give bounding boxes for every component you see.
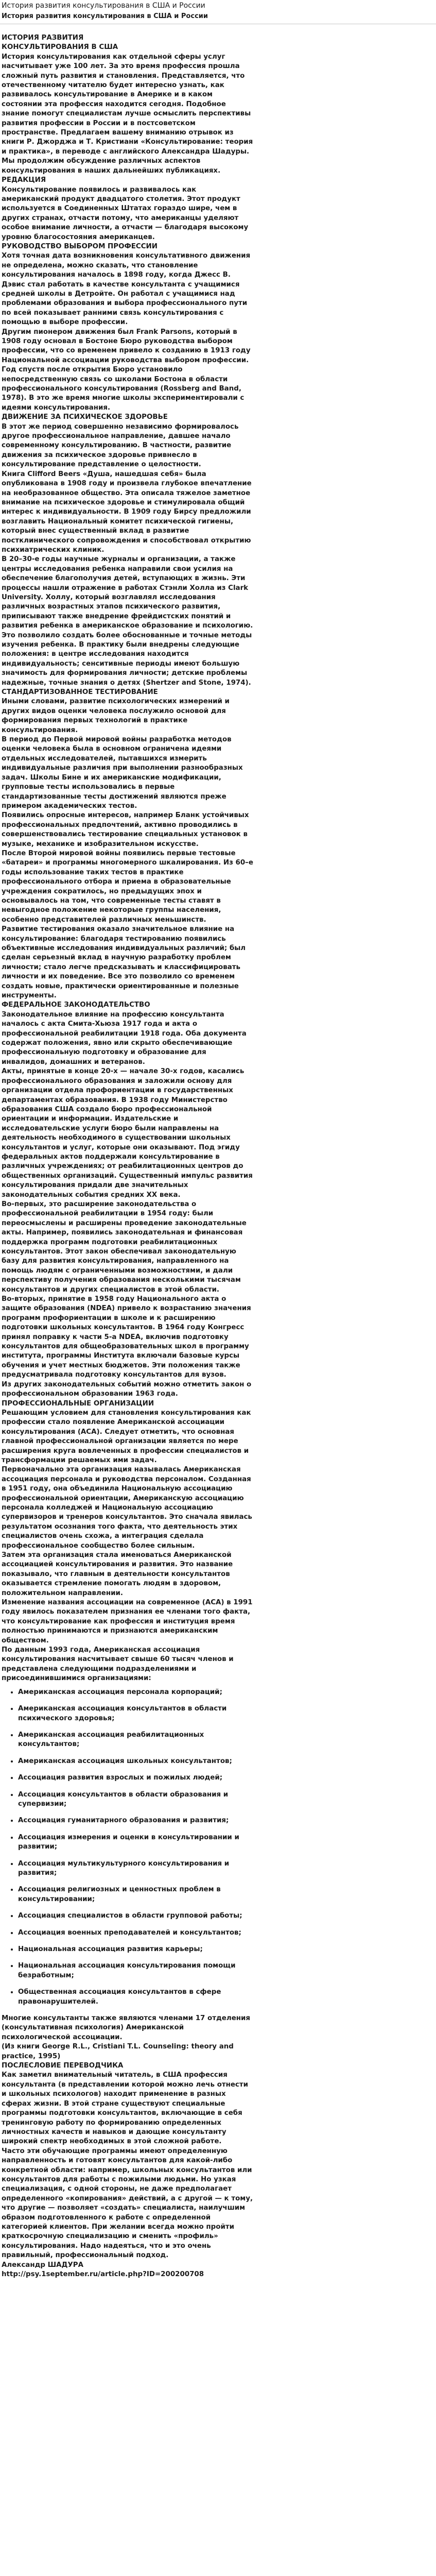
browser-title: История развития консультирования в США и России xyxy=(2,2,205,10)
paragraph-3: Другим пионером движения был Frank Parsons, который в 1908 году основал в Бостоне Бюро руководства выбором профессии, что со временем привело к созданию в 1913 году Национальной ассоциации руководства выбором профессии. Год спустя после открытия Бюро установило непосредственную связь со школами Бостона в области профессионального консультирования (Rossberg and Band, 1978). В это же время многие школы экспериментировали с идеями консультирования. xyxy=(2,328,251,412)
section-heading-testing: СТАНДАРТИЗОВАННОЕ ТЕСТИРОВАНИЕ xyxy=(2,688,158,697)
author-signature: Александр ШАДУРА xyxy=(2,2261,83,2269)
list-item: • Национальная ассоциация консультирования помощи безработным; xyxy=(18,1961,254,1980)
list-item: • Ассоциация религиозных и ценностных проблем в консультировании; xyxy=(18,1885,254,1904)
list-item: • Ассоциация развития взрослых и пожилых людей; xyxy=(18,1773,254,1783)
thanks-paragraph: Мы продолжим обсуждение различных аспектов консультирования в наших дальнейших публикациях. xyxy=(2,157,221,175)
list-item: • Американская ассоциация консультантов в области психического здоровья; xyxy=(18,1704,254,1723)
source-link[interactable]: http://psy.1september.ru/article.php?ID=200200708 xyxy=(2,2270,204,2278)
list-item: • Американская ассоциация школьных консультантов; xyxy=(18,1757,254,1766)
paragraph-14: Во-первых, это расширение законодательства о профессиональной реабилитации в 1954 году: были переосмыслены и расширены проведение законодательные акты. Например, появились законодательная и финансовая поддержка программ подготовки реабилитационных консультантов. Этот закон обеспечивал законодательную базу для развития консультирования, направленного на помощь людям с ограниченными возможностями, и дали перспективу получения образования несколькими тысячам консультантов и других специалистов в этой области. xyxy=(2,1200,247,1294)
paragraph-16: Из других законодательных событий можно отметить закон о профессиональном образовании 1963 года. xyxy=(2,1380,252,1398)
list-item: • Американская ассоциация реабилитационных консультантов; xyxy=(18,1731,254,1750)
list-item: • Ассоциация консультантов в области образования и супервизии; xyxy=(18,1790,254,1809)
paragraph-5: Книга Clifford Beers «Душа, нашедшая себя» была опубликована в 1908 году и произвела глубокое впечатление на необразованное общество. Эта описала тяжелое заметное внимание на психическое здоровье и стимулировала общий интерес к индивидуальности. В 1909 году Бирсу предложили возглавить Национальный комитет психической гигиены, который внес существенный вклад в развитие постклинического сопровождения и способствовал открытию психиатрических клиник. xyxy=(2,470,252,554)
section-heading-guide: РУКОВОДСТВО ВЫБОРОМ ПРОФЕССИИ xyxy=(2,242,158,250)
paragraph-20: Изменение названия ассоциации на современное (ACA) в 1991 году явилось показателем признания ее членами того факта, что консультирование как профессия и институция время полностью принимаются и признаются американским обществом. xyxy=(2,1599,253,1645)
paragraph-10: После Второй мировой войны появились первые тестовые «батареи» и программы многомерного шкалирования. Из 60–е годы использование таких тестов в практике профессионального отбора и приема в образовательные учреждения сократилось, но предыдущих эпох и основывалось на том, что современные тесты ставят в невыгодное положение некоторые группы населения, особенно представителей различных меньшинств. xyxy=(2,849,253,924)
section-heading-psych: ДВИЖЕНИЕ ЗА ПСИХИЧЕСКОЕ ЗДОРОВЬЕ xyxy=(2,413,168,421)
paragraph-12: Законодательное влияние на профессию консультанта началось с акта Смита-Хьюза 1917 года и акта о профессиональной реабилитации 1918 года. Оба документа содержат положения, явно или скрыто обеспечивающие профессиональную подготовку и образование для инвалидов, домашних и ветеранов. xyxy=(2,1010,247,1066)
list-item: • Американская ассоциация персонала корпораций; xyxy=(18,1688,254,1697)
paragraph-24: Как заметил внимательный читатель, в США профессия консультанта (в представлении которой можно лечь отнести и школьных психологов) находит применение в разных сферах жизни. В этой стране существуют специальные программы подготовки консультантов, включающие в себя тренинговую работу по формированию определенных личностных качеств и навыков и дающие консультанту широкий спектр необходимых в этой сложной работе. xyxy=(2,2071,249,2146)
paragraph-25: Часто эти обучающие программы имеют определенную направленность и готовят консультантов для какой-либо конкретной области: например, школьных консультантов или консультантов для работы с пожилыми людьми. Но узкая специализация, с одной стороны, не даже предполагает определенного «копирования» действий, а с другой — к тому, что другие — позволяет «создать» специалиста, наилучшим образом подготовленного к работе с определенной категорией клиентов. При желании всегда можно пройти краткосрочную специализацию и сменить «профиль» консультирования. Надо надеяться, что и это очень правильный, профессиональный подход. xyxy=(2,2147,253,2260)
list-item: • Ассоциация гуманитарного образования и развития; xyxy=(18,1816,254,1825)
list-item: • Ассоциация военных преподавателей и консультантов; xyxy=(18,1928,254,1938)
paragraph-22: Многие консультанты также являются членами 17 отделения (консультативная психология) Американской психологической ассоциации. xyxy=(2,2014,251,2041)
list-item: • Национальная ассоциация развития карьеры; xyxy=(18,1945,254,1954)
article-title-line2: КОНСУЛЬТИРОВАНИЯ В США xyxy=(2,43,118,52)
paragraph-8: В период до Первой мировой войны разработка методов оценки человека была в основном ограничена идеями отдельных исследователей, пытавшихся измерить индивидуальные различия при выполнении разнообразных задач. Школы Бине и их американские модификации, групповые тесты использовались в первые стандартизованные тесты достижений являются преже примером академических тестов. xyxy=(2,736,243,810)
paragraph-11: Развитие тестирования оказало значительное влияние на консультирование: благодаря тестированию появились объективные исследования индивидуальных различий; был сделан серьезный вклад в научную разработку проблем личности; стало легче предсказывать и классифицировать личности и их поведение. Все это позволило со временем создать новые, практически ориентированные и полезные инструменты. xyxy=(2,925,246,1000)
page-header-bar xyxy=(0,0,436,24)
intro-paragraph: История консультирования как отдельной сферы услуг насчитывает уже 100 лет. За это время профессия прошла сложный путь развития и становления. Представляется, что отечественному читателю будет интересно узнать, как развивалось консультирование в Америке и в каком состоянии эта профессия находится сегодня. Подобное знание помогут специалистам лучше осмыслить перспективы развития профессии в России и в постсоветском пространстве. Предлагаем вашему вниманию отрывок из книги Р. Джорджа и Т. Кристиани «Консультирование: теория и практика», в переводе с английского Александра Шадуры. xyxy=(2,53,253,156)
paragraph-9: Появились опросные интересов, например Бланк устойчивых профессиональных предпочтений, активно проводились в совершенствовались тестирование специальных установок в музыке, механике и изобразительном искусстве. xyxy=(2,811,249,848)
editorial-signature: РЕДАКЦИЯ xyxy=(2,176,46,184)
article-body xyxy=(0,33,254,2279)
list-item: • Ассоциация мультикультурного консультирования и развития; xyxy=(18,1859,254,1878)
paragraph-2: Хотя точная дата возникновения консультативного движения не определена, можно сказать, что становление консультирования началось в 1898 году, когда Джесс В. Дэвис стал работать в качестве консультанта с учащимися средней школы в Детройте. Он работал с учащимися над проблемами образования и выбора профессионального пути по всей показывает ранними связь консультирования с помощью в выборе профессии. xyxy=(2,252,251,327)
paragraph-19: Затем эта организация стала именоваться Американской ассоциацией консультирования и развития. Это название показывало, что главным в деятельности консультантов оказывается стремление помогать людям в здоровом, положительном направлении. xyxy=(2,1551,233,1597)
list-item: • Общественная ассоциация консультантов в сфере правонарушителей. xyxy=(18,1988,254,2007)
divisions-list xyxy=(2,1688,254,2007)
article-title-line1: ИСТОРИЯ РАЗВИТИЯ xyxy=(2,34,84,42)
section-heading-federal: ФЕДЕРАЛЬНОЕ ЗАКОНОДАТЕЛЬСТВО xyxy=(2,1001,150,1009)
section-heading-afterword: ПОСЛЕСЛОВИЕ ПЕРЕВОДЧИКА xyxy=(2,2062,124,2070)
paragraph-15: Во-вторых, принятие в 1958 году Национального акта о защите образования (NDEA) привело к возрастанию значения программ профориентации в школе и к расширению подготовки школьных консультантов. В 1964 году Конгресс принял поправку к части 5-а NDEA, включив подготовку консультантов для общеобразовательных школ в программу института, программы Института включали базовые курсы обучения и учет местных бюджетов. Эти положения также предусматривала подготовку консультантов для вузов. xyxy=(2,1295,251,1379)
paragraph-7: Иными словами, развитие психологических измерений и других видов оценки человека послужило основой для формирования первых технологий в практике консультирования. xyxy=(2,698,230,734)
citation: (Из книги George R.L., Cristiani T.L. Counseling: theory and practice, 1995) xyxy=(2,2043,234,2060)
list-item: • Ассоциация специалистов в области групповой работы; xyxy=(18,1911,254,1921)
paragraph-18: Первоначально эта организация называлась Американская ассоциация персонала и руководства персоналом. Созданная в 1951 году, она объединила Национальную ассоциацию профессиональной ориентации, Американскую ассоциацию персонала колледжей и Национальную ассоциацию супервизоров и тренеров консультантов. Это сначала явилась результатом осознания того факта, что деятельность этих специалистов очень схожа, а интеграция сделала профессиональное сообщество более сильным. xyxy=(2,1466,252,1550)
page-subtitle: История развития консультирования в США и России xyxy=(2,12,208,20)
section-heading-associations: ПРОФЕССИОНАЛЬНЫЕ ОРГАНИЗАЦИИ xyxy=(2,1399,154,1408)
paragraph-13: Акты, принятые в конце 20-х — начале 30-х годов, касались профессионального образования и заложили основу для организации отдела профориентации в государственных департаментах образования. В 1938 году Министерство образования США создало бюро профессиональной ориентации и информации. Издательские и исследовательские услуги бюро были направлены на деятельность необходимого в существовании школьных консультантов и услуг, которые они оказывают. Под эгиду федеральных актов поддержали консультирование в различных учреждениях; от реабилитационных центров до общественных организаций. Существенный импульс развития консультирования придали две значительных законодательных события средних XX века. xyxy=(2,1067,253,1199)
paragraph-21: По данным 1993 года, Американская ассоциация консультирования насчитывает свыше 60 тысяч членов и представлена следующими подразделениями и присоединившимися организациями: xyxy=(2,1646,234,1683)
paragraph-1: Консультирование появилось и развивалось как американский продукт двадцатого столетия. Этот продукт используется в Соединенных Штатах гораздо шире, чем в других странах, отчасти потому, что американцы уделяют особое внимание личности, а отчасти — благодаря высокому уровню благосостояния американцев. xyxy=(2,185,249,241)
paragraph-4: В этот же период совершенно независимо формировалось другое профессиональное направление, давшее начало современному консультированию. В частности, развитие движения за психическое здоровье привнесло в консультирование представление о целостности. xyxy=(2,422,239,469)
paragraph-6: В 20–30-е годы научные журналы и организации, а также центры исследования ребенка направили свои усилия на обеспечение благополучия детей, вступающих в жизнь. Эти процессы нашли отражение в работах Стэнли Холла из Clark University. Холлу, который возглавлял исследования различных возрастных этапов психического развития, приписывают также внедрение фрейдистских понятий и развития ребенка в американское образование и психологию. Это позволило создать более обоснованные и точные методы изучения ребенка. В практику были внедрены следующие положения: в центре исследования находится индивидуальность; сенситивные периоды имеют большую значимость для формирования личности; детские проблемы надежные, точные знания о детях (Shertzer and Stone, 1974). xyxy=(2,555,253,687)
list-item: • Ассоциация измерения и оценки в консультировании и развитии; xyxy=(18,1833,254,1852)
paragraph-17: Решающим условием для становления консультирования как профессии стало появление Американской ассоциации консультирования (ACA). Следует отметить, что основная главной профессиональной организации является по мере расширения круга вовлеченных в профессии специалистов и трансформации решаемых ими задач. xyxy=(2,1409,251,1464)
